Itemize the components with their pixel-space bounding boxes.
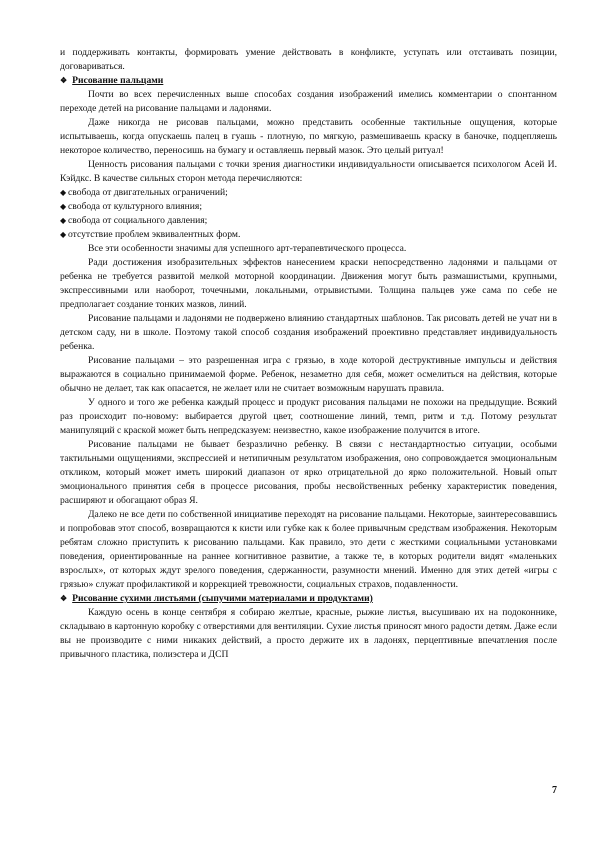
paragraph: Каждую осень в конце сентября я собираю желтые, красные, рыжие листья, высушиваю их на подоконнике, складываю в картонную коробку с отверстиями для вентиляции. Сухие листья приносят много радости детям. Даже если вы не производите с ними никаких действий, а просто держите их в ладонях, перцептивные впечатления после привычного пластика, полиэстера и ДСП (60, 607, 557, 660)
paragraph: Даже никогда не рисовав пальцами, можно представить особенные тактильные ощущения, которые испытываешь, когда опускаешь палец в гуашь - плотную, по мягкую, размешиваешь краску в баночке, подцепляешь некоторое количество, переносишь на бумагу и оставляешь первый мазок. Это целый ритуал! (60, 117, 557, 156)
list-item-text: свобода от двигательных ограничений; (68, 187, 228, 198)
list-item-text: свобода от социального давления; (68, 215, 208, 226)
paragraph: Рисование пальцами не бывает безразлично ребенку. В связи с нестандартностью ситуации, особыми тактильными ощущениями, экспрессией и нетипичным результатом изображения, оно сопровождается эмоциональным откликом, который может иметь широкий диапазон от ярко отрицательной до ярко положительной. Новый опыт эмоционального принятия себя в процессе рисования, пробы несвойственных ребенку характеристик поведения, расширяют и обогащают образ Я. (60, 439, 557, 506)
strengths-list (60, 186, 557, 242)
list-item-text: свобода от культурного влияния; (68, 201, 202, 212)
diamond-bullet-icon: ❖ (60, 594, 68, 603)
section-heading-text: Рисование сухими листьями (сыпучими материалами и продуктами) (72, 593, 373, 604)
list-item (60, 228, 557, 242)
list-item (60, 186, 557, 200)
bullet-icon: ◆ (60, 216, 67, 225)
paragraph: Далеко не все дети по собственной инициативе переходят на рисование пальцами. Некоторые, заинтересовавшись и попробовав этот способ, возвращаются к кисти или губке как к более привычным средствам изображения. Некоторым ребятам сложно приступить к рисованию пальцами. Как правило, это дети с жесткими социальными установками поведения, ориентированные на раннее когнитивное развитие, а также те, в которых родители видят «маленьких взрослых», от которых ждут зрелого поведения, сдержанности, разумности мнений. Именно для этих детей «игры с грязью» служат профилактикой и коррекцией тревожности, социальных страхов, подавленности. (60, 509, 557, 590)
section-heading-dry-leaves (60, 592, 557, 606)
bullet-icon: ◆ (60, 230, 67, 239)
paragraph: Почти во всех перечисленных выше способах создания изображений имелись комментарии о спонтанном переходе детей на рисование пальцами и ладонями. (60, 89, 557, 114)
paragraph: У одного и того же ребенка каждый процесс и продукт рисования пальцами не похожи на предыдущие. Всякий раз происходит по-новому: выбирается другой цвет, соотношение линий, темп, ритм и т.д. Потому результат манипуляций с краской может быть непредсказуем: неизвестно, какое изображение получится в итоге. (60, 397, 557, 436)
section-heading-finger-painting (60, 74, 557, 88)
bullet-icon: ◆ (60, 188, 67, 197)
paragraph: Ради достижения изобразительных эффектов нанесением краски непосредственно ладонями и пальцами от ребенка не требуется развитой мелкой моторной координации. Движения могут быть размашистыми, крупными, экспрессивными или наоборот, точечными, локальными, отрывистыми. Толщина пальцев уже сама по себе не предполагает создание тонких мазков, линий. (60, 257, 557, 310)
list-item (60, 200, 557, 214)
diamond-bullet-icon: ❖ (60, 76, 68, 85)
list-item-text: отсутствие проблем эквивалентных форм. (68, 229, 241, 240)
paragraph: Рисование пальцами и ладонями не подвержено влиянию стандартных шаблонов. Так рисовать детей не учат ни в детском саду, ни в школе. Поэтому такой способ создания изображений проективно представляет индивидуальность ребенка. (60, 313, 557, 352)
list-item (60, 214, 557, 228)
section-heading-text: Рисование пальцами (72, 75, 164, 86)
bullet-icon: ◆ (60, 202, 67, 211)
paragraph: Ценность рисования пальцами с точки зрения диагностики индивидуальности описывается психологом Асей И. Кэйдкс. В качестве сильных сторон метода перечисляются: (60, 159, 557, 184)
paragraph: Все эти особенности значимы для успешного арт-терапевтического процесса. (88, 243, 407, 254)
document-page (60, 46, 557, 662)
paragraph-intro-continuation: и поддерживать контакты, формировать умение действовать в конфликте, уступать или отстаивать позиции, договариваться. (60, 47, 557, 72)
page-number: 7 (552, 785, 557, 796)
paragraph: Рисование пальцами – это разрешенная игра с грязью, в ходе которой деструктивные импульсы и действия выражаются в социально принимаемой форме. Ребенок, незаметно для себя, может осмелиться на действия, которые обычно не делает, так как опасается, не желает или не считает возможным нарушать правила. (60, 355, 557, 394)
